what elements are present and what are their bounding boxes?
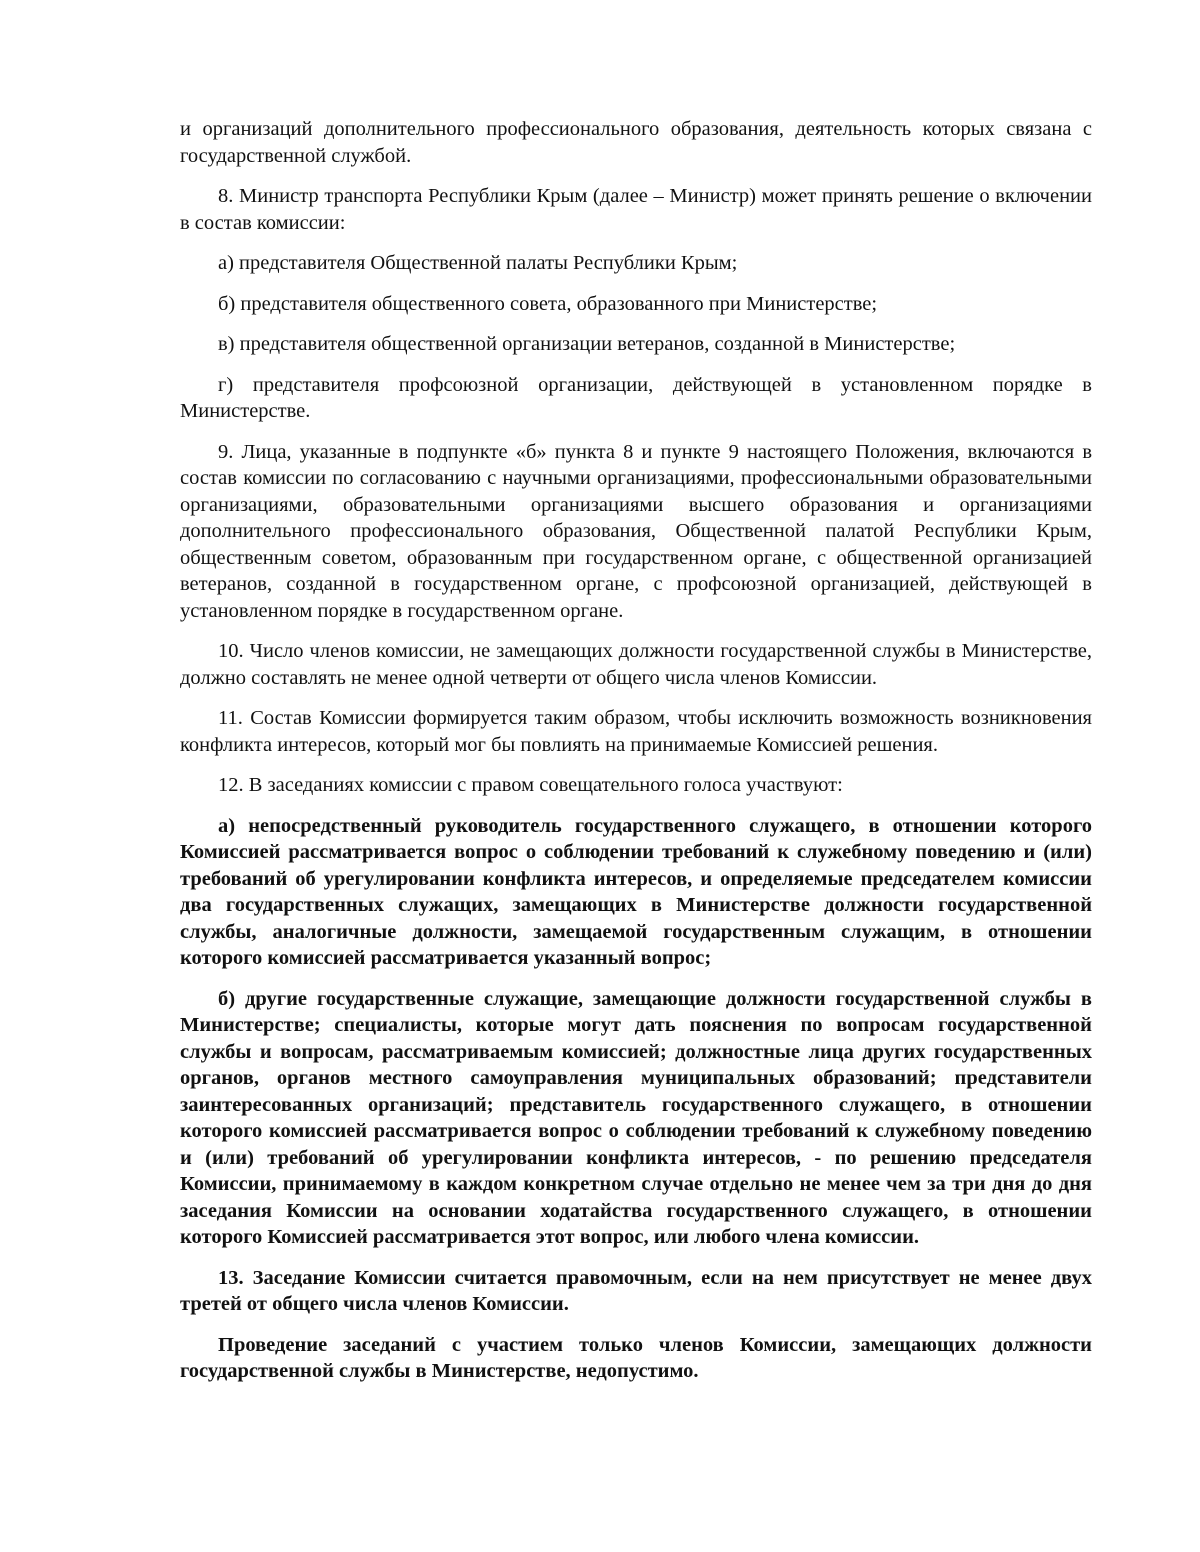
paragraph-item-13-note: Проведение заседаний с участием только членов Комиссии, замещающих должности государственной службы в Министерстве, недопустимо. [180, 1333, 1092, 1382]
paragraph-item-12b: б) другие государственные служащие, замещающие должности государственной службы в Министерстве; специалисты, которые могут дать пояснения по вопросам государственной службы и вопросам, рассматриваемым комиссией; должностные лица других государственных органов, органов местного самоуправления муниципальных образований; представители заинтересованных организаций; представитель государственного служащего, в отношении которого комиссией рассматривается вопрос о соблюдении требований к служебному поведению и (или) требований об урегулировании конфликта интересов, - по решению председателя Комиссии, принимаемому в каждом конкретном случае отдельно не менее чем за три дня до дня заседания Комиссии на основании ходатайства государственного служащего, в отношении которого Комиссией рассматривается этот вопрос, или любого члена комиссии. [180, 987, 1092, 1248]
paragraph-item-13: 13. Заседание Комиссии считается правомочным, если на нем присутствует не менее двух третей от общего числа членов Комиссии. [180, 1266, 1092, 1315]
paragraph-item-9: 9. Лица, указанные в подпункте «б» пункта 8 и пункте 9 настоящего Положения, включаются в состав комиссии по согласованию с научными организациями, профессиональными образовательными организациями, образовательными организациями высшего образования и организациями дополнительного профессионального образования, Общественной палатой Республики Крым, общественным советом, образованным при государственном органе, с общественной организацией ветеранов, созданной в государственном органе, с профсоюзной организацией, действующей в установленном порядке в государственном органе. [180, 440, 1092, 622]
paragraph-item-8v: в) представителя общественной организации ветеранов, созданной в Министерстве; [218, 333, 956, 355]
paragraph-item-8b: б) представителя общественного совета, образованного при Министерстве; [218, 292, 878, 315]
paragraph-continuation: и организаций дополнительного профессионального образования, деятельность которых связана с государственной службой. [180, 118, 1092, 167]
paragraph-item-12a: а) непосредственный руководитель государственного служащего, в отношении которого Комиссией рассматривается вопрос о соблюдении требований к служебному поведению и (или) требований об урегулировании конфликта интересов, и определяемые председателем комиссии два государственных служащих, замещающих в Министерстве должности государственной службы, аналогичные должности, замещаемой государственным служащим, в отношении которого комиссией рассматривается указанный вопрос; [180, 814, 1092, 969]
paragraph-item-10: 10. Число членов комиссии, не замещающих должности государственной службы в Министерстве, должно составлять не менее одной четверти от общего числа членов Комиссии. [180, 640, 1092, 689]
paragraph-item-8: 8. Министр транспорта Республики Крым (далее – Министр) может принять решение о включении в состав комиссии: [180, 185, 1092, 234]
paragraph-item-12: 12. В заседаниях комиссии с правом совещательного голоса участвуют: [218, 774, 843, 796]
paragraph-item-8g: г) представителя профсоюзной организации, действующей в установленном порядке в Министерстве. [180, 373, 1092, 422]
paragraph-item-11: 11. Состав Комиссии формируется таким образом, чтобы исключить возможность возникновения конфликта интересов, который мог бы повлиять на принимаемые Комиссией решения. [180, 707, 1092, 756]
paragraph-item-8a: а) представителя Общественной палаты Республики Крым; [218, 252, 738, 274]
document-body [180, 116, 1092, 1399]
